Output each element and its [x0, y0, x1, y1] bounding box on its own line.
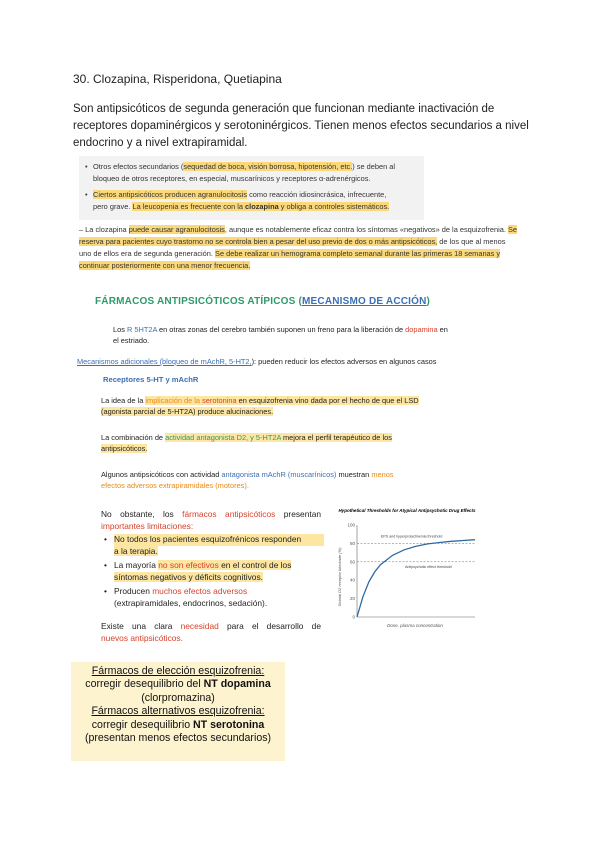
chart-y-tick-label: 40	[349, 577, 355, 583]
bullet-agranulocytosis: Ciertos antipsicóticos producen agranulocitosis como reacción idiosincrásica, infrecuente, pero grave. La leucopenia es frecuente con la clozapina y obliga a controles sistemáticos.	[93, 190, 390, 211]
slide-paragraph-machr: Algunos antipsicóticos con actividad antagonista mAchR (muscarínicos) muestran menos efectos adversos extrapiramidales (motores).	[101, 470, 394, 490]
section-title-receptors: Receptores 5-HT y mAchR	[103, 375, 199, 384]
slide-paragraph-lsd: La idea de la implicación de la serotonina en esquizofrenia vino dada por el hecho de que el LSD (agonista parcial de 5-HT2A) produce alucinaciones.	[101, 396, 419, 416]
clozapina-paragraph: – La clozapina puede causar agranulocitosis, aunque es notablemente eficaz contra los síntomas «negativos» de la esquizofrenia. Se reserva para pacientes cuyo trastorno no se controla bien a pesar del uso previo de dos o más antipsicóticos, de los que al menos uno de ellos era de segunda generación. Se debe realizar un hemograma completo semanal durante las primeras 18 semanas y continuar posteriormente con una menor frecuencia.	[79, 225, 517, 270]
chart-y-tick-label: 80	[349, 540, 355, 546]
chart-xlabel: Dose, plasma concentration	[387, 623, 443, 628]
limitations-block: No obstante, los fármacos antipsicóticos presentan importantes limitaciones:	[101, 509, 322, 531]
new-drugs-need: Existe una clara necesidad para el desarrollo de nuevos antipsicóticos.	[101, 621, 321, 643]
slide-paragraph-5ht2a: Los R 5HT2A en otras zonas del cerebro también suponen un freno para la liberación de dopamina en el estriado.	[113, 325, 448, 345]
bullet-other-side-effects: Otros efectos secundarios (sequedad de boca, visión borrosa, hipotensión, etc.) se deben al bloqueo de otros receptores, en especial, muscarínicos y receptores α-adrenérgicos.	[93, 162, 395, 183]
summary-box	[71, 662, 285, 761]
chart-ylabel: Striatal D2 receptor blockade (%)	[337, 547, 342, 607]
intro-line: receptores dopaminérgicos y serotoninérgicos. Tienen menos efectos secundarios a nivel	[73, 120, 529, 132]
summary-line: (clorpromazina)	[141, 691, 215, 704]
chart-threshold-label: Antipsychotic effect threshold	[405, 564, 452, 569]
summary-line: Fármacos de elección esquizofrenia:	[91, 665, 265, 677]
chart-y-tick-label: 0	[352, 614, 355, 620]
limitation-no-response: No todos los pacientes esquizofrénicos responden a la terapia.	[114, 534, 324, 557]
dose-response-chart	[335, 505, 480, 630]
bullet-dot: •	[104, 560, 107, 570]
slide-title: FÁRMACOS ANTIPSICÓTICOS ATÍPICOS (MECANISMO DE ACCIÓN)	[95, 296, 431, 307]
slide-mechanism	[79, 290, 477, 500]
chart-y-tick-label: 60	[349, 559, 355, 565]
intro-paragraph	[73, 101, 553, 152]
intro-line: endocrino y a nivel extrapiramidal.	[73, 137, 248, 149]
intro-line: Son antipsicóticos de segunda generación que funcionan mediante inactivación de	[73, 103, 495, 115]
chart-threshold-label: EPS and hyperprolactinemia threshold	[381, 534, 443, 539]
bullet-dot: •	[104, 586, 107, 596]
bullet-dot: •	[104, 534, 107, 544]
chart-title: Hypothetical Thresholds for Atypical Antipsychotic Drug Effects	[338, 508, 476, 513]
chart-series-line	[357, 540, 475, 617]
side-effects-box	[79, 156, 424, 220]
summary-line: (presentan menos efectos secundarios)	[84, 732, 272, 745]
slide-mechanisms-line: Mecanismos adicionales (bloqueo de mAchR, 5-HT2,): pueden reducir los efectos adversos en algunos casos	[77, 357, 437, 366]
chart-y-tick-label: 100	[347, 522, 355, 528]
bullet-dot: •	[85, 190, 88, 199]
bullet-dot: •	[85, 162, 88, 171]
summary-line: Fármacos alternativos esquizofrenia:	[91, 705, 265, 718]
limitation-not-effective: La mayoría no son efectivos en el control de los síntomas negativos y déficits cognitivos.	[114, 560, 292, 582]
chart-y-tick-label: 20	[349, 596, 355, 602]
page-title: 30. Clozapina, Risperidona, Quetiapina	[73, 72, 282, 86]
limitation-adverse-effects: Producen muchos efectos adversos (extrapiramidales, endocrinos, sedación).	[114, 586, 268, 608]
summary-line: corregir desequilibrio NT serotonina	[91, 718, 265, 731]
slide-paragraph-combination: La combinación de actividad antagonista D2, y 5-HT2A mejora el perfil terapéutico de los antipsicóticos.	[101, 433, 392, 453]
summary-line: corregir desequilibrio del NT dopamina	[85, 678, 271, 691]
